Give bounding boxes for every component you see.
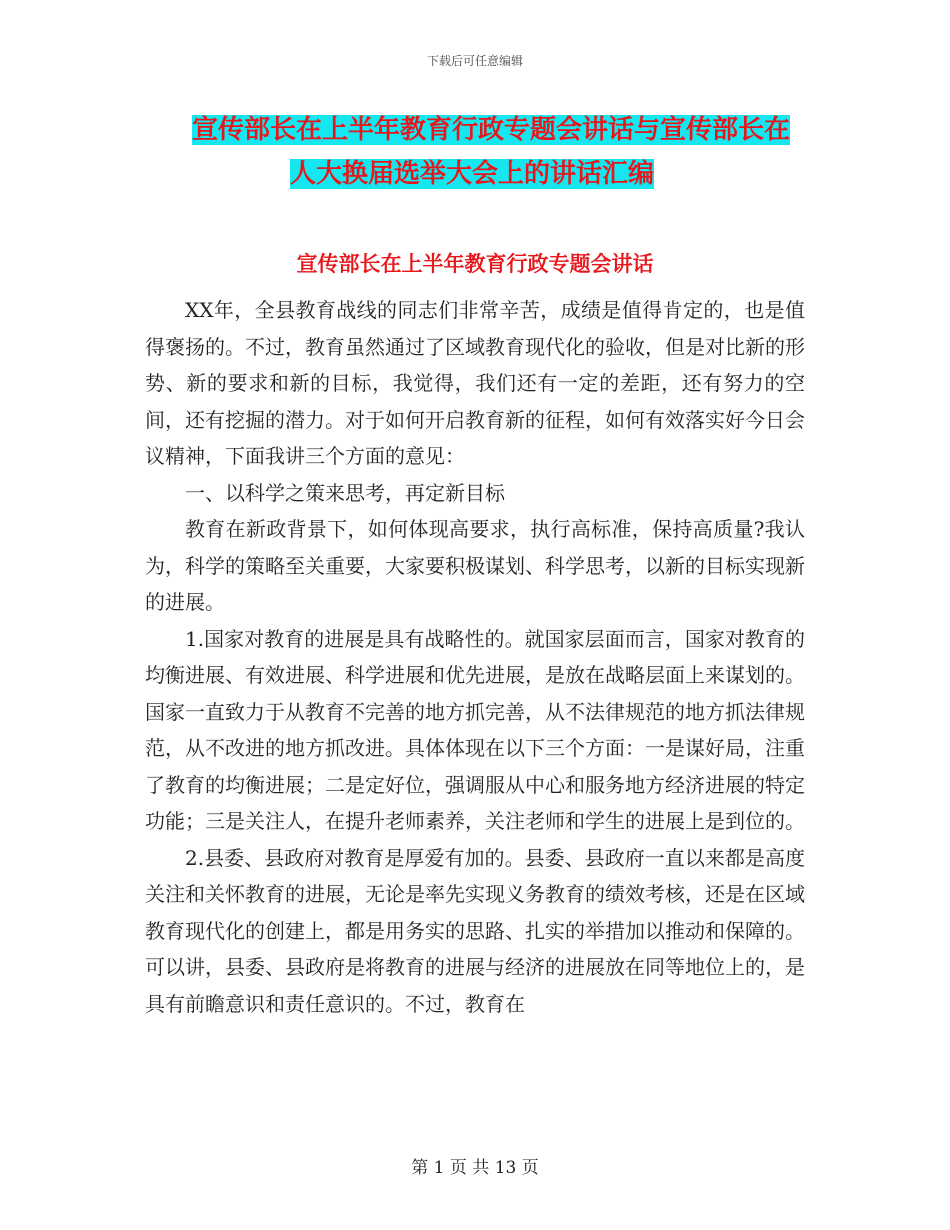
paragraph: 1.国家对教育的进展是具有战略性的。就国家层面而言，国家对教育的均衡进展、有效进展、科学进展和优先进展，是放在战略层面上来谋划的。国家一直致力于从教育不完善的地方抓完善，从不法律规范的地方抓法律规范，从不改进的地方抓改进。具体体现在以下三个方面：一是谋好局，注重了教育的均衡进展；二是定好位，强调服从中心和服务地方经济进展的特定功能；三是关注人，在提升老师素养，关注老师和学生的进展上是到位的。 — [145, 626, 805, 833]
paragraph: 教育在新政背景下，如何体现高要求，执行高标准，保持高质量?我认为，科学的策略至关重要，大家要积极谋划、科学思考，以新的目标实现新的进展。 — [145, 517, 805, 614]
document-title — [140, 108, 820, 196]
paragraph: 一、以科学之策来思考，再定新目标 — [185, 480, 505, 505]
page-number: 第 1 页 共 13 页 — [411, 1158, 539, 1178]
title-line-1 — [140, 108, 820, 152]
title-line-2-text: 人大换届选举大会上的讲话汇编 — [290, 159, 655, 189]
title-line-2 — [140, 152, 820, 196]
title-line-1-text: 宣传部长在上半年教育行政专题会讲话与宣传部长在 — [192, 115, 791, 145]
section-title: 宣传部长在上半年教育行政专题会讲话 — [296, 252, 654, 276]
paragraph: 2.县委、县政府对教育是厚爱有加的。县委、县政府一直以来都是高度关注和关怀教育的进展，无论是率先实现义务教育的绩效考核，还是在区域教育现代化的创建上，都是用务实的思路、扎实的举措加以推动和保障的。可以讲，县委、县政府是将教育的进展与经济的进展放在同等地位上的，是具有前瞻意识和责任意识的。不过，教育在 — [145, 845, 805, 1016]
document-body — [145, 292, 805, 1022]
paragraph: XX年，全县教育战线的同志们非常辛苦，成绩是值得肯定的，也是值得褒扬的。不过，教育虽然通过了区域教育现代化的验收，但是对比新的形势、新的要求和新的目标，我觉得，我们还有一定的差距，还有努力的空间，还有挖掘的潜力。对于如何开启教育新的征程，如何有效落实好今日会议精神，下面我讲三个方面的意见： — [145, 298, 805, 468]
page-header: 下载后可任意编辑 — [426, 54, 523, 68]
